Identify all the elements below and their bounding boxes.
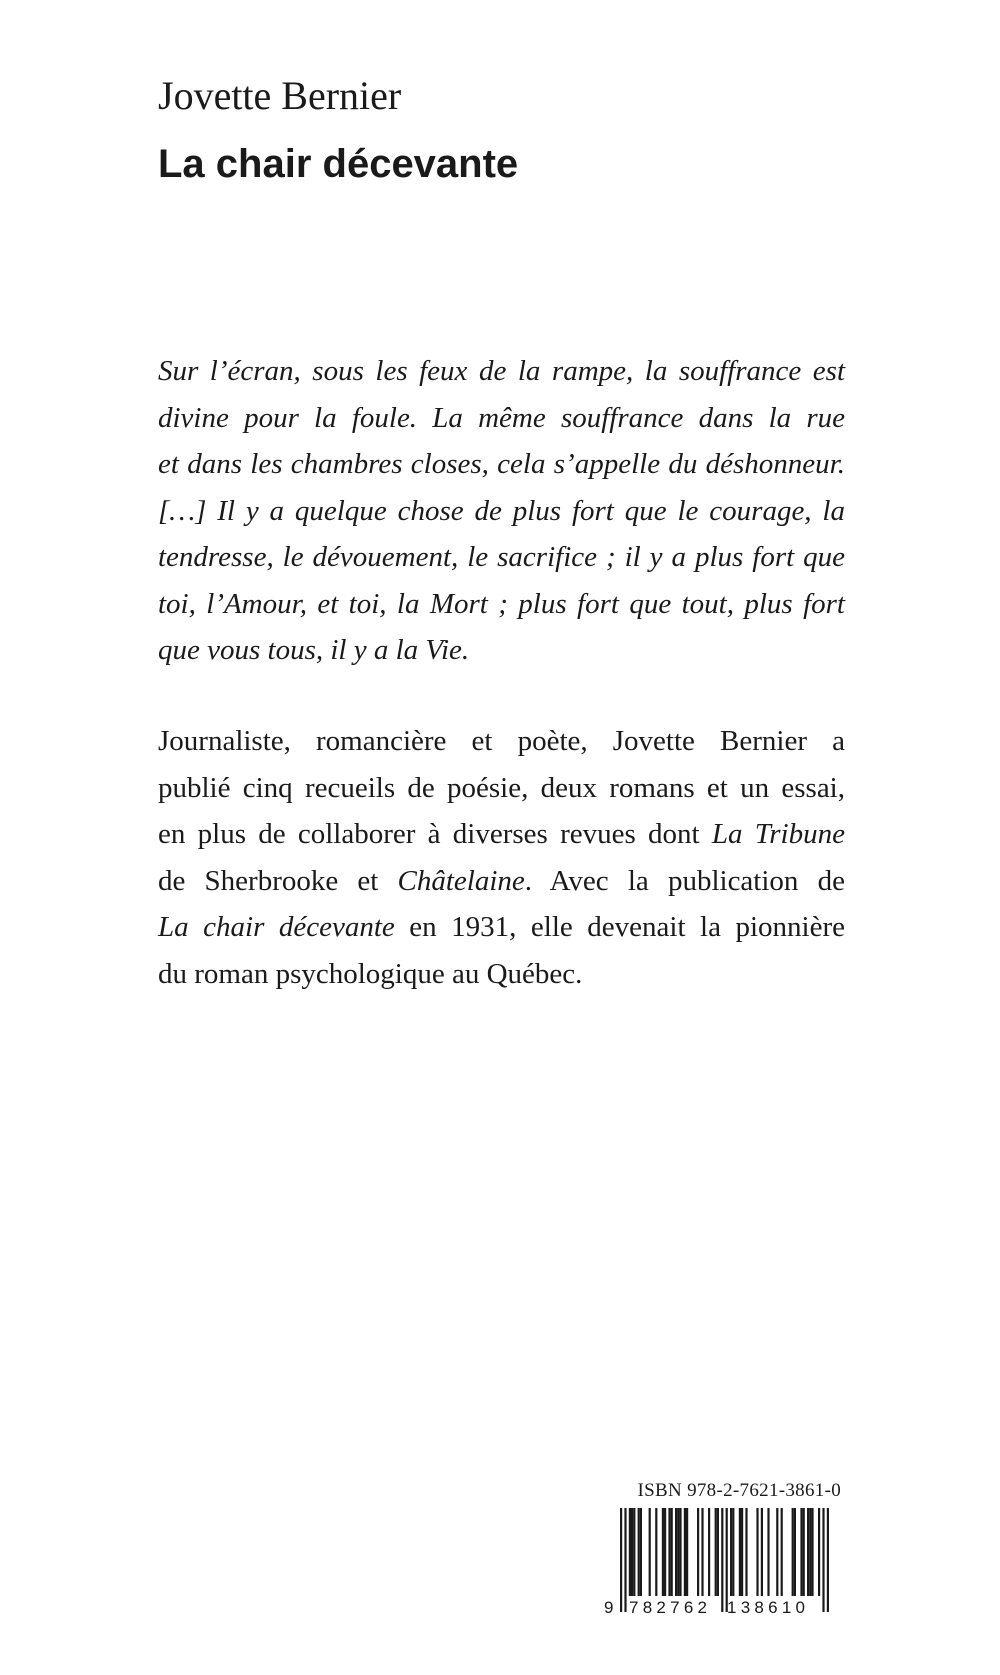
barcode-bar (631, 1508, 633, 1596)
barcode-bar (629, 1508, 631, 1596)
barcode-bar (697, 1508, 699, 1596)
barcode-bar (781, 1508, 783, 1596)
bio-text: en plus de collaborer à diverses revues dont (158, 818, 712, 850)
book-title-reference: La chair décevante (158, 911, 395, 943)
barcode-bar (732, 1508, 734, 1596)
barcode-bar (662, 1508, 664, 1596)
barcode-bar (776, 1508, 778, 1596)
barcode-bar (655, 1508, 657, 1596)
barcode-bar (767, 1508, 769, 1596)
bio-line (158, 904, 845, 951)
quote-line: que vous tous, il y a la Vie. (158, 634, 470, 666)
barcode-bar (739, 1508, 741, 1596)
barcode-bars (620, 1508, 829, 1612)
barcode-bar (761, 1508, 763, 1596)
barcode-bar (633, 1508, 635, 1596)
barcode-bar (664, 1508, 666, 1596)
barcode-bar (638, 1508, 640, 1596)
periodical-title: Châtelaine (397, 864, 525, 897)
quote-line: et dans les chambres closes, cela s’appelle du déshonneur. (158, 448, 845, 480)
barcode-bar (730, 1508, 732, 1596)
book-title: La chair décevante (158, 142, 519, 186)
barcode (600, 1508, 842, 1618)
barcode-bar (684, 1508, 686, 1596)
barcode-bar (701, 1508, 703, 1596)
barcode-bar (620, 1508, 622, 1612)
author-biography (158, 718, 845, 997)
bio-line: publié cinq recueils de poésie, deux romans et un essai, (158, 771, 845, 804)
barcode-bar (726, 1508, 728, 1612)
quote-line: toi, l’Amour, et toi, la Mort ; plus fort que tout, plus fort (158, 587, 845, 620)
bio-line (158, 811, 845, 858)
periodical-title: La Tribune (711, 818, 845, 850)
barcode-bar (686, 1508, 688, 1596)
barcode-bar (640, 1508, 642, 1596)
barcode-bar (794, 1508, 796, 1596)
barcode-bar (811, 1508, 813, 1596)
barcode-bar (721, 1508, 723, 1612)
barcode-bar (624, 1508, 626, 1612)
quote-line: divine pour la foule. La même souffrance dans la rue (158, 401, 845, 434)
quote-line: Sur l’écran, sous les feux de la rampe, la souffrance est (158, 355, 845, 387)
barcode-bar (671, 1508, 673, 1596)
barcode-first-digit: 9 (604, 1598, 614, 1617)
barcode-bar (792, 1508, 794, 1596)
barcode-bar (800, 1508, 802, 1596)
barcode-bar (807, 1508, 809, 1596)
bio-line: Journaliste, romancière et poète, Jovette Bernier a (158, 725, 845, 757)
bio-text: de Sherbrooke et (158, 864, 398, 897)
barcode-bar (708, 1508, 710, 1596)
back-cover-quote (158, 348, 845, 674)
barcode-bar (741, 1508, 743, 1596)
barcode-bar (809, 1508, 811, 1596)
isbn-label: ISBN 978-2-7621-3861-0 (637, 1480, 841, 1501)
quote-line: tendresse, le dévouement, le sacrifice ; il y a plus fort que (158, 541, 845, 573)
barcode-graphic (600, 1508, 842, 1618)
bio-text: en 1931, elle devenait la pionnière (394, 911, 845, 943)
barcode-bar (715, 1508, 717, 1596)
barcode-bar (649, 1508, 651, 1596)
barcode-left-digits: 782762 (629, 1598, 707, 1617)
barcode-bar (822, 1508, 824, 1612)
barcode-bar (803, 1508, 805, 1596)
barcode-right-digits: 138610 (727, 1598, 805, 1617)
barcode-bar (756, 1508, 758, 1596)
bio-text: . Avec la publication de (524, 864, 845, 897)
barcode-bar (668, 1508, 670, 1596)
barcode-bar (677, 1508, 679, 1596)
quote-line: […] Il y a quelque chose de plus fort que le courage, la (158, 494, 845, 527)
barcode-bar (679, 1508, 681, 1596)
barcode-bar (827, 1508, 829, 1612)
barcode-bar (675, 1508, 677, 1596)
bio-line: du roman psychologique au Québec. (158, 957, 583, 990)
barcode-bar (818, 1508, 820, 1596)
bio-line (158, 858, 845, 905)
barcode-bar (745, 1508, 747, 1596)
author-name: Jovette Bernier (158, 73, 402, 118)
barcode-bar (717, 1508, 719, 1596)
